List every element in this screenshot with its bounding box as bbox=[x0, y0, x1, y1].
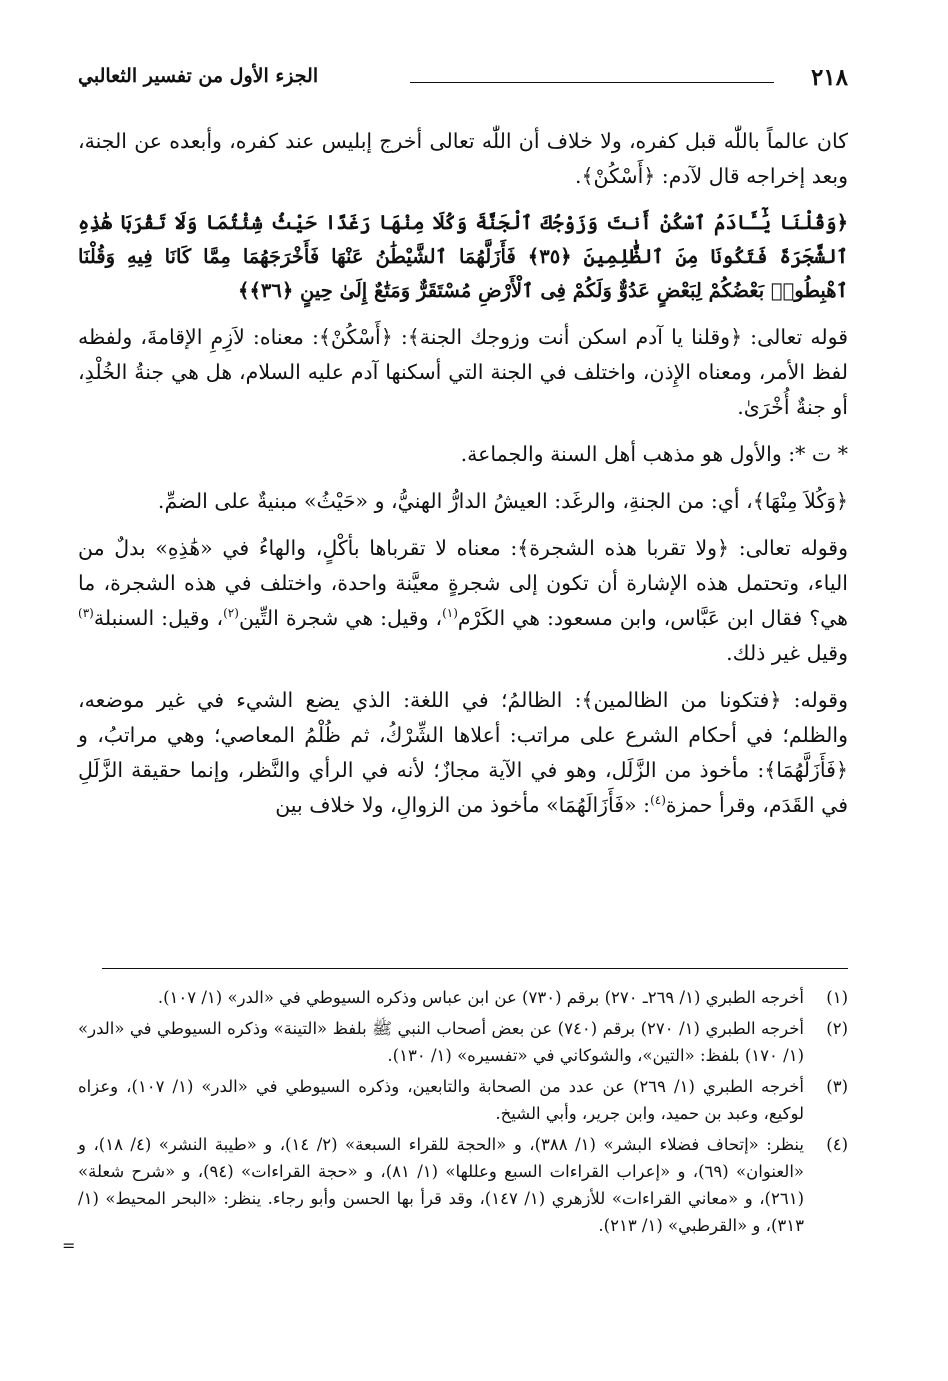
paragraph-5-part-d: وقيل غير ذلك. bbox=[726, 641, 848, 665]
paragraph-1: كان عالماً باللّٰه قبل كفره، ولا خلاف أن اللّٰه تعالى أخرج إبليس عند كفره، وأبعده عن الجنة، وبعد إخراجه قال لآدم: ﴿أَسْكُنْ﴾. bbox=[78, 129, 848, 188]
paragraph-5-part-b: ، وقيل: هي شجرة التِّين bbox=[238, 606, 443, 630]
paragraph-6-part-b: : «فَأَزَالَهُمَا» مأخوذ من الزوالِ، ولا خلاف بين bbox=[275, 793, 651, 817]
header-rule bbox=[410, 82, 774, 83]
page-header bbox=[78, 64, 848, 100]
footnote-4 bbox=[78, 1131, 848, 1239]
footnote-separator bbox=[102, 968, 848, 969]
running-title: الجزء الأول من تفسير الثعالبي bbox=[78, 65, 319, 87]
footnote-1 bbox=[78, 984, 848, 1011]
footnote-ref-3: (٣) bbox=[78, 606, 94, 621]
footnote-3 bbox=[78, 1073, 848, 1127]
footnotes bbox=[78, 984, 848, 1243]
paragraph-5 bbox=[78, 531, 848, 671]
footnote-ref-1: (١) bbox=[442, 606, 458, 621]
footnote-ref-4: (٤) bbox=[650, 793, 666, 808]
footnote-number: (٣) bbox=[826, 1077, 848, 1096]
page-number: ٢١٨ bbox=[810, 64, 848, 91]
footnote-2 bbox=[78, 1015, 848, 1069]
paragraph-5-part-c: ، وقيل: السنبلة bbox=[93, 606, 224, 630]
quran-verse-block: ﴿وَقُلْنَا يَٰٓـَٔادَمُ ٱسْكُنْ أَنتَ وَزَوْجُكَ ٱلْجَنَّةَ وَكُلَا مِنْهَا رَغَدًا حَيْثُ شِئْتُمَا وَلَا تَقْرَبَا هَٰذِهِ ٱلشَّجَرَةَ فَتَكُونَا مِنَ ٱلظَّٰلِمِينَ ﴿٣٥﴾ فَأَزَلَّهُمَا ٱلشَّيْطَٰنُ عَنْهَا فَأَخْرَجَهُمَا مِمَّا كَانَا فِيهِ وَقُلْنَا ٱهْبِطُوا۟ بَعْضُكُمْ لِبَعْضٍ عَدُوٌّ وَلَكُمْ فِى ٱلْأَرْضِ مُسْتَقَرٌّ وَمَتَٰعٌ إِلَىٰ حِينٍ ﴿٣٦﴾﴾ bbox=[78, 211, 848, 302]
paragraph-6-part-a: وقوله: ﴿فتكونا من الظالمين﴾: الظالمُ؛ في اللغة: الذي يضع الشيء في غير موضعه، والظلم؛ في أحكام الشرع على مراتب: أعلاها الشِّرْكُ، ثم ظُلْمُ المعاصي؛ وهي مراتبُ، و ﴿فَأَزَلَّهُمَا﴾: مأخوذ من الزَّلَل، وهو في الآية مجازٌ؛ لأنه في الرأي والنَّظر، وإنما حقيقة الزَّلَلِ في القَدَم، وقرأ حمزة bbox=[78, 688, 848, 817]
footnote-number: (٢) bbox=[826, 1019, 848, 1038]
footnote-text: ينظر: «إتحاف فضلاء البشر» (١/ ٣٨٨)، و «الحجة للقراء السبعة» (٢/ ١٤)، و «طيبة النشر» (٤/ ١٨)، و «العنوان» (٦٩)، و «إعراب القراءات السبع وعللها» (١/ ٨١)، و «حجة القراءات» (٩٤)، و «شرح شعلة» (٢٦١)، و «معاني القراءات» للأزهري (١/ ١٤٧)، وقد قرأ بها الحسن وأبو رجاء. ينظر: «البحر المحيط» (١/ ٣١٣)، و «القرطبي» (١/ ٢١٣). bbox=[78, 1135, 805, 1235]
paragraph-4: ﴿وَكُلاَ مِنْهَا﴾، أي: من الجنةِ، والرغَد: العيشُ الدارُّ الهنيُّ، و «حَيْثُ» مبنيةٌ على الضمِّ. bbox=[157, 489, 848, 513]
footnote-text: أخرجه الطبري (١/ ٢٦٩) عن عدد من الصحابة والتابعين، وذكره السيوطي في «الدر» (١/ ١٠٧)، وعزاه لوكيع، وعبد بن حميد، وابن جرير، وأبي الشيخ. bbox=[78, 1077, 804, 1123]
paragraph-2: قوله تعالى: ﴿وقلنا يا آدم اسكن أنت وزوجك الجنة﴾: ﴿أَسْكُنْ﴾: معناه: لاَزِمِ الإقامةَ، ولفظه لفظ الأمر، ومعناه الإِذن، واختلف في الجنة التي أسكنها آدم عليه السلام، هل هي جنةُ الخُلْدِ، أو جنةٌ أُخْرَىٰ. bbox=[78, 325, 848, 419]
paragraph-6 bbox=[78, 683, 848, 823]
footnote-text: أخرجه الطبري (١/ ٢٦٩ـ ٢٧٠) برقم (٧٣٠) عن ابن عباس وذكره السيوطي في «الدر» (١/ ١٠٧). bbox=[157, 988, 804, 1007]
footnote-text: أخرجه الطبري (١/ ٢٧٠) برقم (٧٤٠) عن بعض أصحاب النبي ﷺ بلفظ «التينة» وذكره السيوطي في «الدر» (١/ ١٧٠) بلفظ: «التين»، والشوكاني في «تفسيره» (١/ ١٣٠). bbox=[78, 1019, 804, 1065]
paragraph-5-part-a: وقوله تعالى: ﴿ولا تقربا هذه الشجرة﴾: معناه لا تقرباها بأكْلٍ، والهاءُ في «هَٰذِهِ» بدلٌ من الياء، وتحتمل هذه الإشارة أن تكون إلى شجرةٍ معيَّنة واحدة، واختلف في هذه الشجرة، ما هي؟ فقال ابن عَبَّاس، وابن مسعود: هي الكَرْم bbox=[78, 536, 848, 630]
footnote-number: (١) bbox=[826, 988, 848, 1007]
main-text bbox=[78, 124, 848, 835]
footnote-number: (٤) bbox=[826, 1135, 848, 1154]
paragraph-3: * ت *: والأول هو مذهب أهل السنة والجماعة. bbox=[460, 442, 848, 466]
footnote-ref-2: (٢) bbox=[223, 606, 239, 621]
continuation-mark: = bbox=[62, 1236, 76, 1255]
